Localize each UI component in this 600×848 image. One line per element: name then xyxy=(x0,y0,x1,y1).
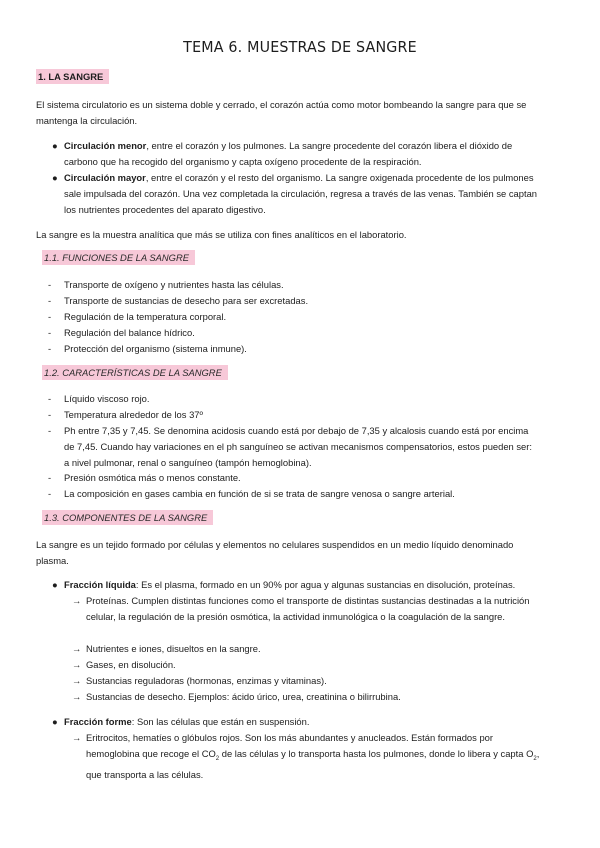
bullet-term: Circulación menor xyxy=(64,140,147,151)
arrow-icon: → xyxy=(72,643,82,654)
arrow-icon: → xyxy=(72,691,82,702)
bullet-term: Circulación mayor xyxy=(64,172,146,183)
arrow-icon: → xyxy=(72,659,82,670)
section-heading-la-sangre: 1. LA SANGRE xyxy=(36,71,109,82)
subsection-heading-caracteristicas: 1.2. CARACTERÍSTICAS DE LA SANGRE xyxy=(42,367,228,378)
bullet-term: Fracción líquida xyxy=(64,579,136,590)
bullet-icon: ● xyxy=(52,716,58,727)
paragraph-intro: El sistema circulatorio es un sistema doble y cerrado, el corazón actúa como motor bombeando la sangre para que se mantenga la circulación. xyxy=(36,99,527,126)
subsection-heading-funciones: 1.1. FUNCIONES DE LA SANGRE xyxy=(42,252,195,263)
bullet-term: Fracción forme xyxy=(64,716,132,727)
paragraph-componentes-intro: La sangre es un tejido formado por células y elementos no celulares suspendidos en un medio líquido denominado plasma. xyxy=(36,539,514,566)
subsection-heading-componentes: 1.3. COMPONENTES DE LA SANGRE xyxy=(42,512,213,523)
arrow-icon: → xyxy=(72,595,82,606)
document-page: TEMA 6. MUESTRAS DE SANGRE 1. LA SANGRE El sistema circulatorio es un sistema doble y cerrado, el corazón actúa como motor bombeando la sangre para que se mantenga la circulación. ● Circulación menor, entre el corazón y los pulmones. La sangre procedente del corazón libera el dióxido de carbono que ha recogido del organismo y capta oxígeno procedente de la respiración. ● Circulación mayor, entre el corazón y el resto del organismo. La sangre oxigenada procedente de los pulmones sale impulsada del corazón. Una vez completada la circulación, regresa a través de las venas. También se captan los nutrientes procedentes del aparato digestivo. La sangre es la muestra analítica que más se utiliza con fines analíticos en el laboratorio. 1.1. FUNCIONES DE LA SANGRE - Transporte de oxígeno y nutrientes hasta las células. - Transporte de sustancias de desecho para ser excretadas. - Regulación de la temperatura corporal. - Regulación del balance hídrico. - Protección del organismo (sistema inmune). 1.2. CARACTERÍSTICAS DE LA SANGRE - Líquido viscoso rojo. - Temperatura alrededor de los 37º - Ph entre 7,35 y 7,45. Se denomina acidosis cuando está por debajo de 7,35 y alcalosis cuando está por encima de 7,45. Cuando hay variaciones en el ph sanguíneo se activan mecanismos compensatorios, estos pueden ser: a nivel pulmonar, renal o sanguíneo (tampón hemoglobina). - Presión osmótica más o menos constante. - La composición en gases cambia en función de si se trata de sangre venosa o sangre arterial. 1.3. COMPONENTES DE LA SANGRE La sangre es un tejido formado por células y elementos no celulares suspendidos en un medio líquido denominado plasma. ● Fracción líquida: Es el plasma, formado en un 90% por agua y algunas sustancias en disolución, proteínas. → Proteínas. Cumplen distintas funciones como el transporte de distintas sustancias destinadas a la nutrición celular, la regulación de la presión osmótica, la actividad inmunológica o la coagulación de la sangre. → Nutrientes e iones, disueltos en la sangre. → Gases, en disolución. → Sustancias reguladoras (hormonas, enzimas y vitaminas). → Sustancias de desecho. Ejemplos: ácido úrico, urea, creatinina o bilirrubina. ● Fracción forme: Son las células que están en suspensión. → Eritrocitos, hematíes o glóbulos rojos. Son los más abundantes y anucleados. Están formados por hemoglobina que recoge el $CO_2$ de las células y lo transporta hasta los pulmones, donde lo libera y capta $O_2$, que transporta a las células. xyxy=(0,0,600,848)
bullet-icon: ● xyxy=(52,140,58,151)
bullet-icon: ● xyxy=(52,579,58,590)
page-title: TEMA 6. MUESTRAS DE SANGRE xyxy=(183,38,417,56)
arrow-icon: → xyxy=(72,675,82,686)
arrow-icon: → xyxy=(72,732,82,743)
paragraph-closing: La sangre es la muestra analítica que más se utiliza con fines analíticos en el laboratorio. xyxy=(36,229,407,240)
bullet-icon: ● xyxy=(52,172,58,183)
